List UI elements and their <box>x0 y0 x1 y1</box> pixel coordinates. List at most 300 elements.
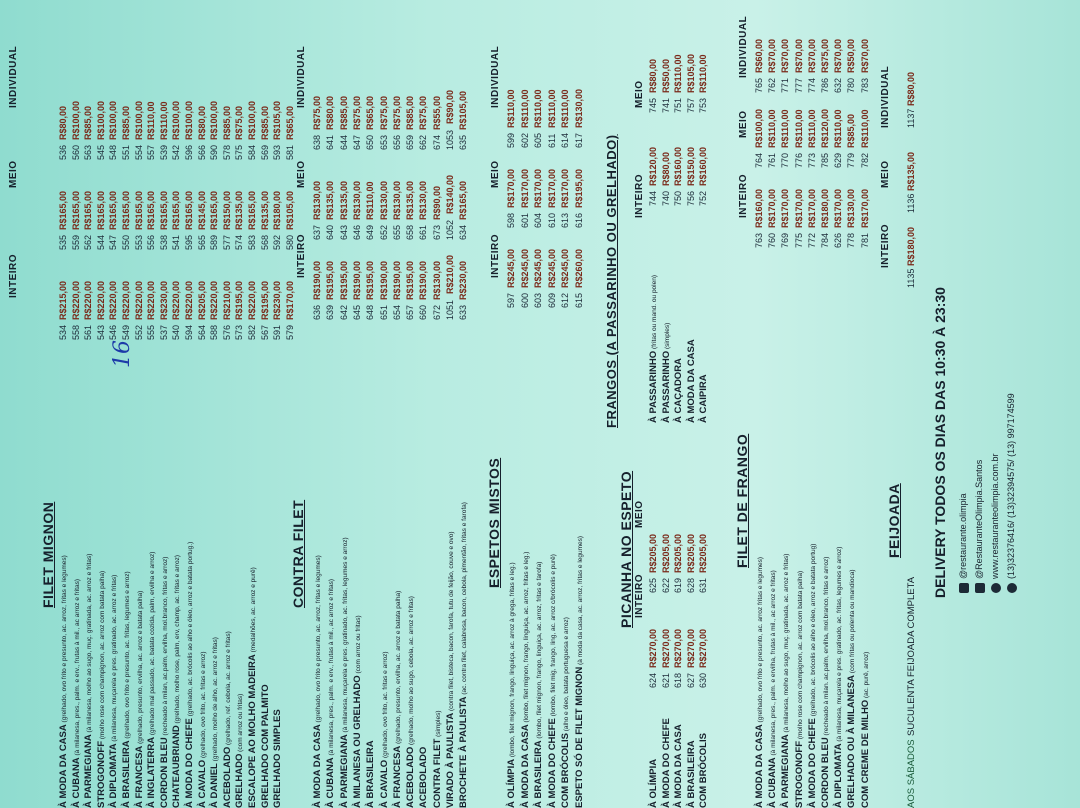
item-code-meio: 538 <box>158 234 169 250</box>
item-price-inteiro: R$245,00 <box>519 248 530 288</box>
item-code-individual: 674 <box>431 134 442 150</box>
item-price-individual: R$75,00 <box>418 95 429 130</box>
item-price-meio: R$165,00 <box>146 190 157 230</box>
item-price-inteiro: R$220,00 <box>184 280 194 320</box>
item-price-individual: R$60,00 <box>754 38 764 73</box>
item-price-inteiro: R$260,00 <box>573 248 584 288</box>
item-code-individual: 656 <box>391 134 402 150</box>
menu-item-row <box>574 0 587 808</box>
item-name: COM CREME DE MILHO (ac. purê, arroz) <box>859 651 871 808</box>
item-code-individual: 783 <box>859 77 870 93</box>
menu-item-row <box>121 0 134 808</box>
item-description: (contra filet, bisteca, bacon, farofa, tutu de feijão, couve e ovo) <box>448 531 455 713</box>
menu-item-row <box>661 0 674 808</box>
item-code-meio: 541 <box>171 234 182 250</box>
item-code-inteiro: 615 <box>573 292 584 308</box>
item-description: (grelhado, ref. cebola, ac. arroz e fritas) <box>224 631 232 747</box>
item-name: À CUBANA (à milanesa, pres., palm. e erv., frutas à mil., ac arroz e fritas) <box>325 579 337 808</box>
item-code-inteiro: 651 <box>378 304 389 320</box>
item-price-inteiro: R$220,00 <box>209 280 220 320</box>
item-name: BROCHETE À PAULISTA (ac. contra filet, calabresa, bacon, cebola, pimentão, fritas e farofa) <box>458 502 470 808</box>
item-code-inteiro: 558 <box>70 324 81 340</box>
item-code-individual: 551 <box>121 144 131 160</box>
item-price-meio: R$150,00 <box>221 190 232 230</box>
item-price-individual: R$110,00 <box>158 101 169 140</box>
item-price-inteiro: R$170,00 <box>284 280 295 320</box>
handwritten-mark: 16 <box>110 340 135 368</box>
item-name: À BRASILEIRA <box>365 740 377 808</box>
item-price-meio: R$140,00 <box>445 174 455 214</box>
item-price-individual: R$100,00 <box>171 100 182 140</box>
item-name: STROGONOFF (molho rose com champignon, ac. arroz com batata palha) <box>793 570 805 808</box>
item-price-inteiro: R$220,00 <box>121 280 131 320</box>
item-code-inteiro: 772 <box>806 232 817 248</box>
item-price-meio: R$135,00 <box>906 151 916 191</box>
item-name: À BRASILEIRA <box>685 740 697 808</box>
item-price-meio: R$110,00 <box>806 109 817 148</box>
column-header-meio: MEIO <box>738 110 749 138</box>
item-name: À MODA DA CASA <box>673 724 684 808</box>
item-price-individual: R$85,00 <box>83 105 94 140</box>
item-name: ESPETO SÓ DE FILET MIGNON (à moda da casa, ac. arroz, fritas e legumes) <box>573 535 585 808</box>
item-price-inteiro: R$220,00 <box>146 280 157 320</box>
filet-frango-section <box>734 0 890 808</box>
item-code-meio: 589 <box>209 234 220 250</box>
item-description: (ac. contra filet, calabresa, bacon, cebola, pimentão, fritas e farofa) <box>461 502 469 697</box>
item-price-individual: R$70,00 <box>767 38 778 73</box>
item-code-inteiro: 576 <box>221 324 232 340</box>
item-name: À MODA DO CHEFE (grelhado, ac. brócolis ao alho e óleo, arroz e batata portug) <box>806 543 818 808</box>
item-name: CHATEAUBRIAND (grelhado, molho rose, palm, erv, champ, ac. fritas e arroz) <box>171 554 183 808</box>
item-name: À CAÇADORA <box>673 358 684 423</box>
item-price-meio: R$165,00 <box>83 190 94 230</box>
column-header-meio: MEIO <box>880 160 891 188</box>
item-price-individual: R$85,00 <box>338 95 349 130</box>
menu-item-row <box>432 0 445 808</box>
contra-filet-section <box>290 0 498 808</box>
menu-item-row <box>846 0 859 808</box>
item-code-individual: 590 <box>209 144 220 160</box>
phone-numbers: (13)32376416/ (13)32394575/ (13) 997174599 <box>1006 393 1016 579</box>
item-description: (lombo, filet mignon, frango, linguiça, ac. arroz, fritas e leg.) <box>522 551 530 725</box>
item-price-meio: R$145,00 <box>196 190 207 230</box>
item-code-meio: 604 <box>533 212 543 228</box>
menu-item-row <box>272 0 285 808</box>
menu-item-row <box>134 0 147 808</box>
menu-item-row <box>339 0 352 808</box>
item-price-individual: R$65,00 <box>365 95 376 130</box>
item-price-individual: R$100,00 <box>95 100 106 140</box>
item-description: (grelhado, ovo frito, ac. fritas e arroz) <box>199 651 207 760</box>
item-price-meio: R$165,00 <box>95 190 106 230</box>
menu-item-row <box>754 0 767 808</box>
item-price-meio: R$170,00 <box>560 168 570 208</box>
menu-item-row <box>506 0 519 808</box>
item-description: (ac. purê, arroz) <box>862 651 870 700</box>
item-price-meio: R$170,00 <box>506 168 516 208</box>
item-code-meio: 562 <box>83 234 94 250</box>
facebook-line <box>974 460 985 593</box>
section-title: FRANGOS (A PASSARINHO OU GRELHADO) <box>604 134 619 428</box>
item-price-individual: R$50,00 <box>846 38 857 73</box>
item-price-inteiro: R$170,00 <box>859 188 870 228</box>
item-code-meio: 625 <box>648 577 658 593</box>
item-price-meio: R$105,00 <box>685 53 696 93</box>
item-code-inteiro: 769 <box>780 232 791 248</box>
item-price-individual: R$80,00 <box>325 95 336 130</box>
item-price-meio: R$165,00 <box>121 190 131 230</box>
item-price-inteiro: R$190,00 <box>378 260 389 300</box>
menu-item-row <box>767 0 780 808</box>
item-price-inteiro: R$80,00 <box>660 151 671 186</box>
menu-item-row <box>458 0 471 808</box>
item-code-inteiro: 660 <box>418 304 429 320</box>
item-name: CORDON BLEU (recheado à milan, ac.palm, ervilha, mol.branco, fritas e arroz) <box>158 556 170 808</box>
item-description: (lombo, filet mignon, frango, linguiça, ac. arroz à grega, fritas e leg.) <box>509 562 516 759</box>
item-code-inteiro: 543 <box>95 324 106 340</box>
item-code-meio: 761 <box>767 152 778 168</box>
item-code-inteiro: 778 <box>846 232 857 248</box>
item-price-inteiro: R$210,00 <box>221 280 232 320</box>
instagram-handle: @restaurante.olimpia <box>958 493 968 579</box>
item-price-individual: R$85,00 <box>221 105 232 140</box>
column-header-meio: MEIO <box>634 80 645 108</box>
item-code-individual: 557 <box>146 144 157 160</box>
item-price-inteiro: R$220,00 <box>83 280 94 320</box>
item-code-inteiro: 561 <box>83 324 94 340</box>
item-name: À BRASILEIRA (grelhado, ovo frito e presunto, ac. fritas, legumes e arroz) <box>121 571 132 808</box>
item-description: (grelhado, molho rose, palm, erv, champ, ac. fritas e arroz) <box>174 554 182 726</box>
item-price-inteiro: R$195,00 <box>338 260 349 300</box>
delivery-section <box>932 0 1062 808</box>
item-name: À MILANESA OU GRELHADO (com arroz ou fritas) <box>351 615 363 808</box>
item-code-meio: 574 <box>234 234 245 250</box>
column-header-inteiro: INTEIRO <box>880 223 891 268</box>
item-price-meio: R$165,00 <box>108 190 119 230</box>
item-code-individual: 602 <box>519 132 530 148</box>
item-price-inteiro: R$270,00 <box>673 628 683 668</box>
item-price-meio: R$120,00 <box>820 108 830 148</box>
menu-item-row <box>673 0 686 808</box>
item-description: (medalhões, ac. arroz e purê) <box>250 567 257 655</box>
item-code-inteiro: 657 <box>405 304 416 320</box>
item-code-meio: 598 <box>506 212 516 228</box>
item-code-individual: 596 <box>184 144 194 160</box>
menu-item-row <box>418 0 431 808</box>
item-price-individual: R$75,00 <box>820 38 830 73</box>
item-price-inteiro: R$210,00 <box>445 254 455 294</box>
item-description: (à milanesa, pres., palm. e erv., frutas à mil., ac arroz e fritas) <box>73 579 81 758</box>
delivery-hours: DELIVERY TODOS OS DIAS DAS 10:30 À 23:30 <box>932 287 948 598</box>
item-code-meio: 741 <box>660 97 671 113</box>
feijoada-row <box>906 0 919 808</box>
item-code-inteiro: 627 <box>685 672 696 688</box>
item-price-individual: R$100,00 <box>209 100 220 140</box>
item-code-individual: 638 <box>312 134 322 150</box>
item-name: À MODA DA CASA (grelhado, ovo frito e presunto, ac. arroz, fritas e legumes) <box>58 555 69 808</box>
item-code-meio: 764 <box>754 152 764 168</box>
item-code-inteiro: 642 <box>338 304 349 320</box>
item-code-meio: 637 <box>312 224 322 240</box>
item-code-meio: 745 <box>648 97 658 113</box>
item-price-inteiro: R$245,00 <box>506 248 516 288</box>
item-price-inteiro: R$220,00 <box>247 280 257 320</box>
item-price-individual: R$70,00 <box>859 38 870 73</box>
menu-item-row <box>71 0 84 808</box>
section-title: FILET DE FRANGO <box>734 433 750 568</box>
item-price-inteiro: R$170,00 <box>806 188 817 228</box>
item-code-meio: 601 <box>519 212 530 228</box>
item-price-meio: R$165,00 <box>58 190 68 230</box>
item-price-individual: R$75,00 <box>312 95 322 130</box>
item-price-meio: R$110,00 <box>793 109 804 148</box>
item-code-individual: 659 <box>405 134 416 150</box>
item-name: CONTRA FILET (simples) <box>431 710 443 808</box>
column-header-inteiro: INTEIRO <box>634 173 645 218</box>
item-price-inteiro: R$215,00 <box>58 280 68 320</box>
item-price-meio: R$170,00 <box>533 168 543 208</box>
item-price-individual: R$105,00 <box>272 100 283 140</box>
item-code-inteiro: 618 <box>673 672 683 688</box>
item-code-inteiro: 624 <box>648 672 658 688</box>
item-name: À CUBANA (à milanesa, pres., palm. e ervilha, frutas à mil., ac arroz e fritas) <box>767 570 779 808</box>
item-code-inteiro: 1135 <box>906 268 916 288</box>
column-header-meio: MEIO <box>8 160 19 188</box>
item-price-inteiro: R$245,00 <box>560 248 570 288</box>
item-price-individual: R$130,00 <box>573 88 584 128</box>
menu-item-row <box>96 0 109 808</box>
item-code-meio: 568 <box>259 234 270 250</box>
item-description: (grelhado, molho de alho, ac. arroz e fritas) <box>212 637 220 764</box>
item-code-inteiro: 1051 <box>445 299 455 320</box>
item-code-individual: 617 <box>573 132 584 148</box>
item-price-inteiro: R$170,00 <box>793 188 804 228</box>
instagram-icon <box>959 583 969 593</box>
item-code-inteiro: 636 <box>312 304 322 320</box>
menu-item-row <box>860 0 873 808</box>
item-price-individual: R$105,00 <box>458 90 469 130</box>
item-price-inteiro: R$245,00 <box>546 248 557 288</box>
item-price-inteiro: R$190,00 <box>391 260 402 300</box>
item-name: À MODA DO CHEFE <box>660 718 672 808</box>
item-name: À CAIPIRA <box>698 374 709 423</box>
filet-mignon-section <box>8 0 310 808</box>
item-code-meio: 1136 <box>906 193 916 213</box>
item-code-meio: 547 <box>108 234 119 250</box>
item-description: (grelhado, ac. brócolis ao alho e óleo, arroz e batata portug.) <box>187 541 194 719</box>
item-price-inteiro: R$160,00 <box>698 146 708 186</box>
item-name: À MODA DA CASA <box>685 339 697 423</box>
item-price-inteiro: R$220,00 <box>171 280 182 320</box>
item-name: À DIPLOMATA (à milanesa, muçarela e pres. gratinado, ac. arroz e fritas) <box>108 574 120 808</box>
item-description: (recheado à milan. ac.palm, ervilha, mol.branco, fritas e arroz) <box>823 556 830 738</box>
item-price-meio: R$85,00 <box>846 113 857 148</box>
item-code-individual: 777 <box>793 77 804 93</box>
item-description: (à milanesa, molho ao sugo, muç. gratinada, ac. arroz e fritas) <box>86 553 94 735</box>
item-price-meio: R$165,00 <box>70 190 81 230</box>
item-description: (à milanesa, molho ao sugo, muç. gratinada, ac. arroz e fritas) <box>783 553 791 735</box>
item-name: ACEBOLADO (grelhado, molho ao sugo, cebola, ac. arroz e fritas) <box>405 596 417 808</box>
item-code-inteiro: 603 <box>533 292 543 308</box>
item-price-inteiro: R$190,00 <box>351 260 362 300</box>
item-price-meio: R$205,00 <box>660 533 671 573</box>
item-price-individual: R$70,00 <box>780 38 791 73</box>
item-code-meio: 779 <box>846 152 857 168</box>
item-code-inteiro: 775 <box>793 232 804 248</box>
item-code-inteiro: 597 <box>506 292 516 308</box>
menu-item-row <box>365 0 378 808</box>
item-code-inteiro: 537 <box>158 324 169 340</box>
item-code-meio: 782 <box>859 152 870 168</box>
item-code-meio: 628 <box>685 577 696 593</box>
menu-item-row <box>108 0 121 808</box>
item-code-inteiro: 564 <box>196 324 207 340</box>
item-code-meio: 556 <box>146 234 157 250</box>
espetos-section <box>486 0 612 808</box>
item-code-meio: 535 <box>58 234 68 250</box>
item-price-meio: R$195,00 <box>573 168 584 208</box>
item-code-meio: 595 <box>184 234 194 250</box>
item-code-inteiro: 609 <box>546 292 557 308</box>
website-line <box>990 453 1001 593</box>
column-header-inteiro: INTEIRO <box>490 233 501 278</box>
menu-item-row <box>146 0 159 808</box>
item-price-meio: R$205,00 <box>685 533 696 573</box>
phone-icon <box>1007 583 1017 593</box>
item-price-meio: R$135,00 <box>325 180 336 220</box>
menu-item-row <box>171 0 184 808</box>
menu-item-row <box>379 0 392 808</box>
item-code-individual: 539 <box>158 144 169 160</box>
item-price-inteiro: R$150,00 <box>685 146 696 186</box>
item-description: (com arroz ou fritas) <box>237 693 245 754</box>
item-price-inteiro: R$120,00 <box>648 146 658 186</box>
menu-item-row <box>560 0 573 808</box>
item-price-individual: R$90,00 <box>445 89 455 124</box>
item-code-inteiro: 645 <box>351 304 362 320</box>
item-description: (à milanesa, muçarela e pres. gratinado, ac. fritas, legumes e arroz) <box>341 537 349 735</box>
item-code-inteiro: 756 <box>685 190 696 206</box>
menu-item-row <box>698 0 711 808</box>
item-code-individual: 569 <box>259 144 270 160</box>
item-price-inteiro: R$220,00 <box>108 280 119 320</box>
item-description: (grelhado, ac. brócolis ao alho e óleo, arroz e batata portug) <box>809 543 817 719</box>
item-description: (à moda da casa, ac. arroz, fritas e legumes) <box>576 535 584 667</box>
item-price-inteiro: R$230,00 <box>158 280 169 320</box>
section-title: FEIJOADA <box>886 483 902 558</box>
menu-item-row <box>159 0 172 808</box>
item-name: ESCALOPE AO MOLHO MADEIRA (medalhões, ac. arroz e purê) <box>247 567 258 808</box>
item-code-inteiro: 781 <box>859 232 870 248</box>
item-code-individual: 662 <box>418 134 429 150</box>
item-price-inteiro: R$170,00 <box>833 188 844 228</box>
item-price-meio: R$110,00 <box>365 181 376 220</box>
item-code-meio: 757 <box>685 97 696 113</box>
item-price-meio: R$165,00 <box>171 190 182 230</box>
item-price-inteiro: R$230,00 <box>272 280 283 320</box>
menu-item-row <box>184 0 197 808</box>
item-code-meio: 773 <box>806 152 817 168</box>
item-price-meio: R$170,00 <box>546 168 557 208</box>
item-code-individual: 780 <box>846 77 857 93</box>
item-name: GRELHADO (com arroz ou fritas) <box>234 693 246 808</box>
item-code-meio: 673 <box>431 224 442 240</box>
item-price-meio: R$165,00 <box>184 190 194 230</box>
item-price-individual: R$65,00 <box>284 105 295 140</box>
item-code-individual: 593 <box>272 144 283 160</box>
item-price-meio: R$135,00 <box>338 180 349 220</box>
section-title: ESPETOS MISTOS <box>486 457 502 588</box>
column-header-meio: MEIO <box>634 500 645 528</box>
item-price-inteiro: R$230,00 <box>458 260 469 300</box>
item-code-meio: 658 <box>405 224 416 240</box>
facebook-handle: @RestauranteOlimpia.Santos <box>974 459 984 579</box>
column-header-individual: INDIVIDUAL <box>880 65 891 128</box>
item-code-meio: 776 <box>793 152 804 168</box>
item-code-meio: 622 <box>660 577 671 593</box>
item-code-meio: 613 <box>560 212 570 228</box>
item-price-inteiro: R$270,00 <box>698 628 708 668</box>
item-description: (grelhado, presunto, ervilha, ac. arroz e batata palha) <box>394 590 402 746</box>
item-price-individual: R$110,00 <box>533 89 543 128</box>
item-code-individual: 647 <box>351 134 362 150</box>
item-price-inteiro: R$170,00 <box>767 188 778 228</box>
item-description: (grelhado mal passado, ac. batata cozida, palm, ervilha e arroz) <box>149 551 157 737</box>
item-name: À CAVALO (grelhado, ovo frito, ac. fritas e arroz) <box>378 651 390 808</box>
item-code-meio: 640 <box>325 224 336 240</box>
item-description: (grelhado, ovo frito, ac. fritas e arroz) <box>381 651 389 760</box>
item-price-individual: R$75,00 <box>351 95 362 130</box>
item-price-meio: R$165,00 <box>458 180 469 220</box>
item-name: À OLÍMPIA <box>648 758 659 808</box>
item-price-inteiro: R$160,00 <box>754 188 764 228</box>
menu-item-row <box>352 0 365 808</box>
item-price-meio: R$135,00 <box>405 180 416 220</box>
column-header-individual: INDIVIDUAL <box>8 45 19 108</box>
instagram-line <box>958 493 969 593</box>
item-name: GRELHADO OU À MILANESA (com fritas ou polenta ou mandioca) <box>846 569 858 808</box>
item-price-meio: R$205,00 <box>698 533 708 573</box>
feijoada-prefix: AOS SÁBADOS <box>906 739 917 808</box>
item-price-inteiro: R$130,00 <box>846 188 857 228</box>
menu-item-row <box>820 0 833 808</box>
feijoada-label: SUCULENTA FEIJOADA COMPLETA <box>906 576 917 736</box>
item-description: (molho rose com champignon, ac. arroz com batata palha) <box>98 570 106 741</box>
menu-item-row <box>312 0 325 808</box>
item-price-meio: R$165,00 <box>209 190 220 230</box>
item-price-individual: R$55,00 <box>431 95 442 130</box>
item-code-individual: 765 <box>754 77 764 93</box>
item-code-individual: 774 <box>806 77 817 93</box>
section-title: CONTRA FILET <box>290 499 306 608</box>
item-description: (à milanesa, pres., palm. e ervilha, frutas à mil., ac arroz e fritas) <box>770 570 778 758</box>
item-code-inteiro: 760 <box>767 232 778 248</box>
menu-item-row <box>405 0 418 808</box>
item-name: À CAVALO (grelhado, ovo frito, ac. fritas e arroz) <box>196 651 208 808</box>
item-name: À MODA DA CASA (lombo, filet mignon, frango, linguiça, ac. arroz, fritas e leg.) <box>519 551 531 808</box>
item-price-individual: R$80,00 <box>906 71 916 106</box>
item-code-inteiro: 633 <box>458 304 469 320</box>
item-code-individual: 641 <box>325 134 336 150</box>
menu-item-row <box>234 0 247 808</box>
section-title: PICANHA NO ESPETO <box>618 470 634 628</box>
item-description: (lombo, filet mignon, frango, linguiça, ac. arroz, fritas e farofa) <box>536 561 543 741</box>
menu-item-row <box>547 0 560 808</box>
item-code-individual: 578 <box>221 144 232 160</box>
menu-item-row <box>58 0 71 808</box>
item-code-meio: 634 <box>458 224 469 240</box>
item-description: (grelhado, ovo frito e presunto, ac. arroz, fritas e legumes) <box>61 555 68 725</box>
